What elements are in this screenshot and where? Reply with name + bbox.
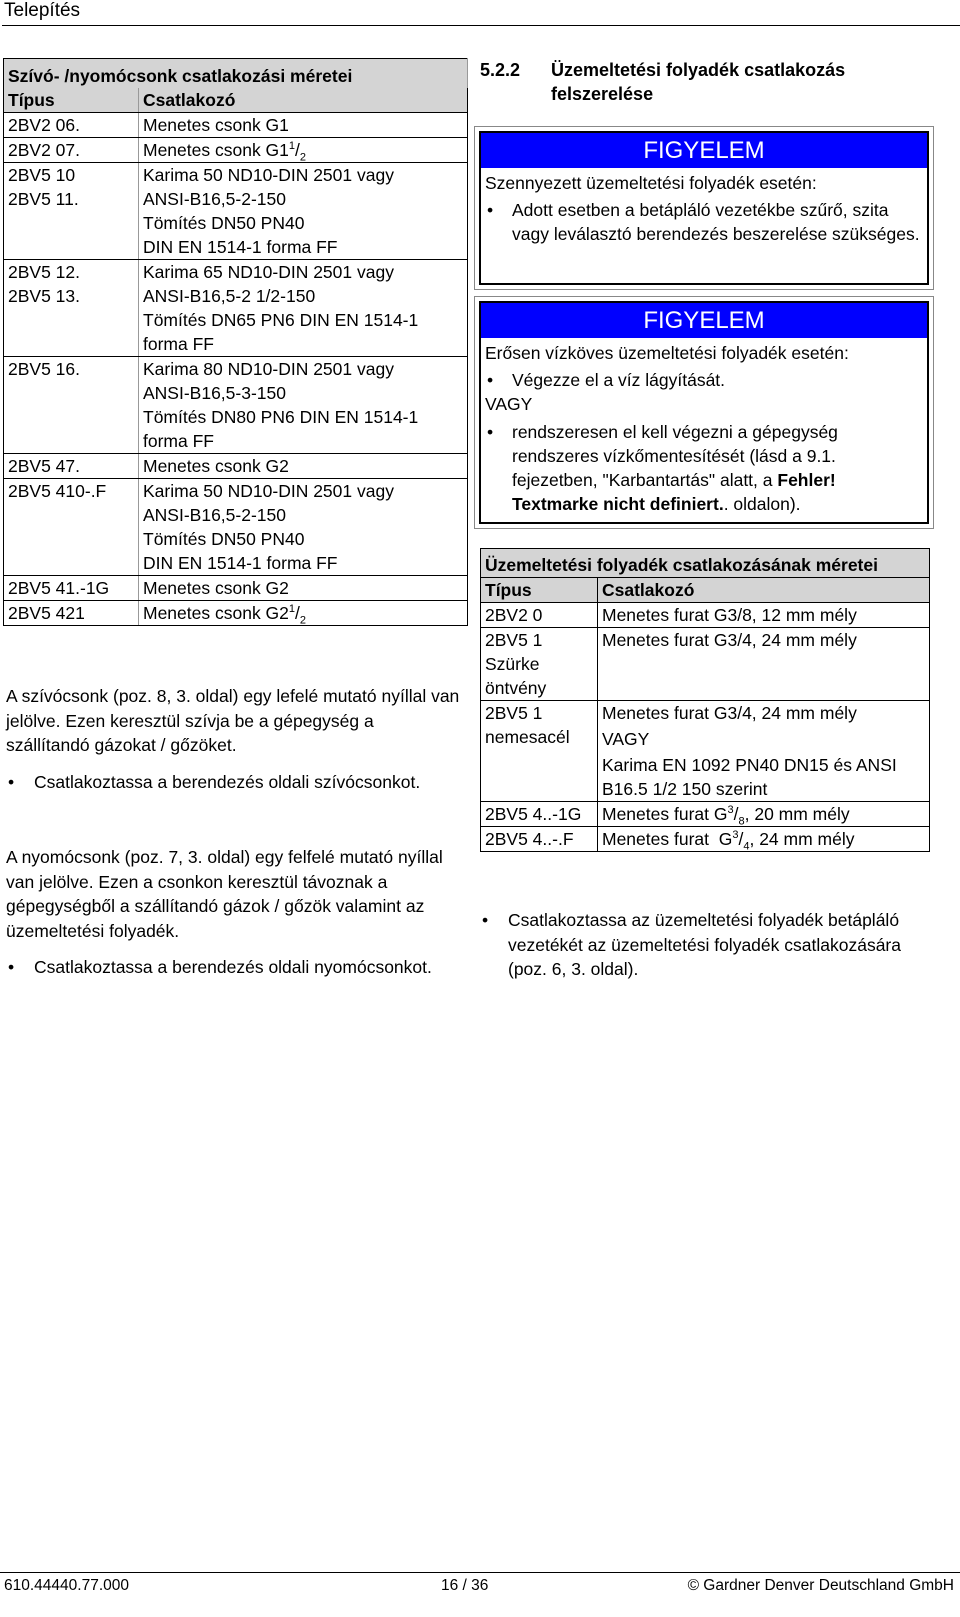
header-divider <box>2 25 960 26</box>
warning-or-label: VAGY <box>485 394 533 414</box>
column-header-type: Típus <box>4 88 139 113</box>
table-title: Üzemeltetési folyadék csatlakozásának méretei <box>481 549 930 578</box>
type-cell: 2BV5 410-.F <box>4 479 139 576</box>
type-cell: 2BV5 41.-1G <box>4 576 139 601</box>
table-row <box>4 601 468 626</box>
table-row <box>4 357 468 454</box>
connection-cell: Karima 50 ND10-DIN 2501 vagy ANSI-B16,5-2-150 Tömítés DN50 PN40 DIN EN 1514-1 forma FF <box>139 479 468 576</box>
connection-cell: Menetes furat G3/8, 12 mm mély <box>598 603 930 628</box>
section-title: Üzemeltetési folyadék csatlakozás felszerelése <box>551 60 846 104</box>
section-number: 5.2.2 <box>480 60 521 80</box>
type-cell: 2BV5 1 Szürke öntvény <box>481 628 598 701</box>
type-cell: 2BV5 12. 2BV5 13. <box>4 260 139 357</box>
connection-cell: Menetes csonk $G1^1/_2$ <box>139 138 468 163</box>
table-row <box>481 802 930 827</box>
warning-box-contaminated-fluid <box>479 131 929 285</box>
suction-port-paragraph: A szívócsonk (poz. 8, 3. oldal) egy lefelé mutató nyíllal van jelölve. Ezen keresztül szívja be a gépegység a szállítandó gázokat / gőzöket. <box>6 686 460 755</box>
table-title: Szívó- /nyomócsonk csatlakozási méretei <box>4 59 468 89</box>
page-number: 16 / 36 <box>441 1577 489 1594</box>
connection-cell: Menetes csonk G2 <box>139 454 468 479</box>
connect-pressure-bullet: • Csatlakoztassa a berendezés oldali nyomócsonkot. <box>6 955 461 980</box>
type-cell: 2BV5 421 <box>4 601 139 626</box>
type-cell: 2BV2 0 <box>481 603 598 628</box>
type-cell: 2BV5 4..-1G <box>481 802 598 827</box>
connection-cell: Karima 80 ND10-DIN 2501 vagy ANSI-B16,5-3-150 Tömítés DN80 PN6 DIN EN 1514-1 forma FF <box>139 357 468 454</box>
table-row <box>481 603 930 628</box>
type-cell: 2BV5 4..-.F <box>481 827 598 852</box>
table-row <box>481 827 930 852</box>
page-footer <box>0 1572 960 1594</box>
column-header-type: Típus <box>481 578 598 603</box>
type-cell: 2BV2 07. <box>4 138 139 163</box>
column-header-connection: Csatlakozó <box>598 578 930 603</box>
table-row <box>4 260 468 357</box>
table-row <box>481 701 930 802</box>
warning-bullet-text-end: . oldalon). <box>723 494 801 514</box>
document-number: 610.44440.77.000 <box>4 1577 129 1594</box>
connection-cell: Menetes furat $G^3/_8$, 20 mm mély <box>598 802 930 827</box>
warning-bullet <box>485 420 923 516</box>
type-cell: 2BV5 16. <box>4 357 139 454</box>
connection-cell: Karima 65 ND10-DIN 2501 vagy ANSI-B16,5-2 1/2-150 Tömítés DN65 PN6 DIN EN 1514-1 forma FF <box>139 260 468 357</box>
pressure-port-paragraph: A nyomócsonk (poz. 7, 3. oldal) egy felfelé mutató nyíllal van jelölve. Ezen a csonkon keresztül távoznak a gépegységből a szállítandó gázok / gőzök valamint az üzemeltetési folyadék. <box>6 847 443 941</box>
connection-cell: Menetes csonk G1 <box>139 113 468 138</box>
type-cell: 2BV2 06. <box>4 113 139 138</box>
connection-cell: Menetes csonk G2 <box>139 576 468 601</box>
warning-label: FIGYELEM <box>481 133 927 168</box>
column-header-connection: Csatlakozó <box>139 88 468 113</box>
warning-label: FIGYELEM <box>481 303 927 338</box>
table-row <box>4 138 468 163</box>
warning-intro: Erősen vízköves üzemeltetési folyadék esetén: <box>485 343 849 363</box>
operating-fluid-connection-table <box>480 548 930 852</box>
warning-bullet-text: rendszeresen el kell végezni a gépegység rendszeres vízkőmentesítését (lásd a 9.1. fejezetben, "Karbantartás" alatt, a <box>512 422 838 490</box>
warning-box-hard-water <box>479 301 929 524</box>
warning-intro: Szennyezett üzemeltetési folyadék esetén: <box>485 173 817 193</box>
company-name: © Gardner Denver Deutschland GmbH <box>687 1577 954 1594</box>
connection-cell: Menetes furat $G^3/_4$, 24 mm mély <box>598 827 930 852</box>
table-row <box>4 576 468 601</box>
connection-cell: Karima 50 ND10-DIN 2501 vagy ANSI-B16,5-2-150 Tömítés DN50 PN40 DIN EN 1514-1 forma FF <box>139 163 468 260</box>
connection-cell: Menetes csonk $G2^1/_2$ <box>139 601 468 626</box>
broken-reference-text: Fehler! Textmarke nicht definiert. <box>512 470 836 514</box>
connect-fluid-line-bullet: • Csatlakoztassa az üzemeltetési folyadék betápláló vezetékét az üzemeltetési folyadék csatlakozására (poz. 6, 3. oldal). <box>480 908 930 982</box>
type-cell: 2BV5 10 2BV5 11. <box>4 163 139 260</box>
table-row <box>4 454 468 479</box>
connect-suction-bullet: • Csatlakoztassa a berendezés oldali szívócsonkot. <box>6 770 461 795</box>
suction-pressure-connection-table <box>3 58 468 626</box>
warning-bullet: • Végezze el a víz lágyítását. <box>485 368 923 392</box>
warning-bullet: • Adott esetben a betápláló vezetékbe szűrő, szita vagy leválasztó berendezés beszerelése szükséges. <box>485 198 923 246</box>
page-header-title: Telepítés <box>4 0 81 21</box>
table-row <box>4 163 468 260</box>
table-row <box>4 113 468 138</box>
type-cell: 2BV5 47. <box>4 454 139 479</box>
table-row <box>4 479 468 576</box>
type-cell: 2BV5 1 nemesacél <box>481 701 598 802</box>
connection-cell: Menetes furat G3/4, 24 mm mély <box>598 628 930 701</box>
connection-cell: Menetes furat G3/4, 24 mm mély VAGY Karima EN 1092 PN40 DN15 és ANSI B16.5 1/2 150 szerint <box>598 701 930 802</box>
table-row <box>481 628 930 701</box>
